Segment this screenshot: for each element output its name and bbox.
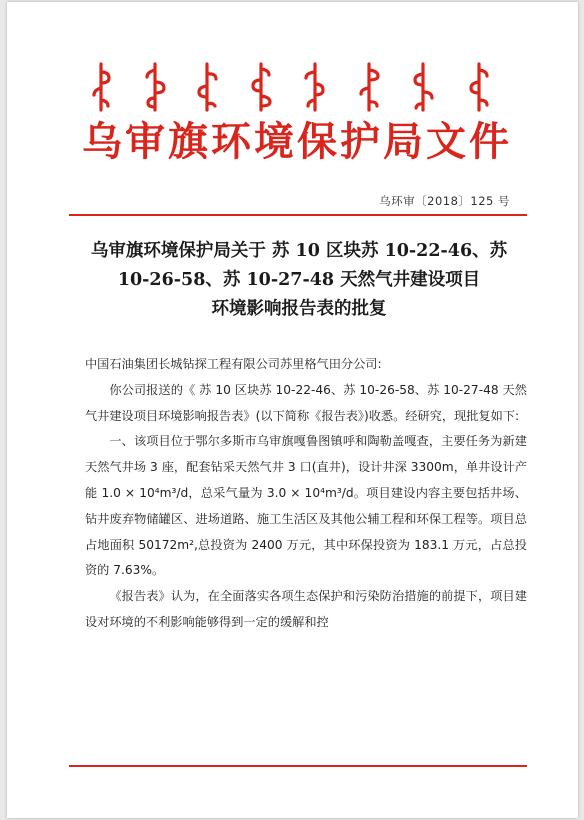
document-title-line: 10-26-58、苏 10-27-48 天然气井建设项目 <box>117 270 481 290</box>
body-paragraph: 你公司报送的《 苏 10 区块苏 10-22-46、苏 10-26-58、苏 10-27-48 天然气井建设项目环境影响报告表》(以下简称《报告表》)收悉。经研究，现批复如下: <box>85 382 527 423</box>
footer-divider-red <box>69 765 527 767</box>
document-title-line: 乌审旗环境保护局关于 苏 10 区块苏 10-22-46、苏 <box>90 241 508 261</box>
document-body <box>85 352 527 636</box>
document-number: 乌环审〔2018〕125 号 <box>379 194 510 208</box>
body-paragraph: 《报告表》认为，在全面落实各项生态保护和污染防治措施的前提下，项目建设对环境的不利影响能够得到一定的缓解和控 <box>85 589 527 629</box>
document-title-line: 环境影响报告表的批复 <box>211 299 387 319</box>
document-title <box>67 237 531 324</box>
mongolian-script-header <box>89 60 509 114</box>
salutation: 中国石油集团长城钻探工程有限公司苏里格气田分公司: <box>85 357 382 371</box>
body-paragraph: 一、该项目位于鄂尔多斯市乌审旗嘎鲁图镇呼和陶勒盖嘎查，主要任务为新建天然气井场 3 座，配套钻采天然气井 3 口(直井)，设计井深 3300m，单井设计产能 1.0 × 10⁴m³/d，总采气量为 3.0 × 10⁴m³/d。项目建设内容主要包括井场、钻井废弃物储罐区、进场道路、施工生活区及其他公辅工程和环保工程等。项目总占地面积 50172m²,总投资为 2400 万元，其中环保投资为 183.1 万元，占总投资的 7.63%。 <box>85 434 527 578</box>
header-divider-red <box>69 214 527 216</box>
issuing-authority-header: 乌审旗环境保护局文件 <box>82 118 512 165</box>
mongolian-script-glyphs <box>89 60 509 114</box>
document-page <box>7 2 578 818</box>
